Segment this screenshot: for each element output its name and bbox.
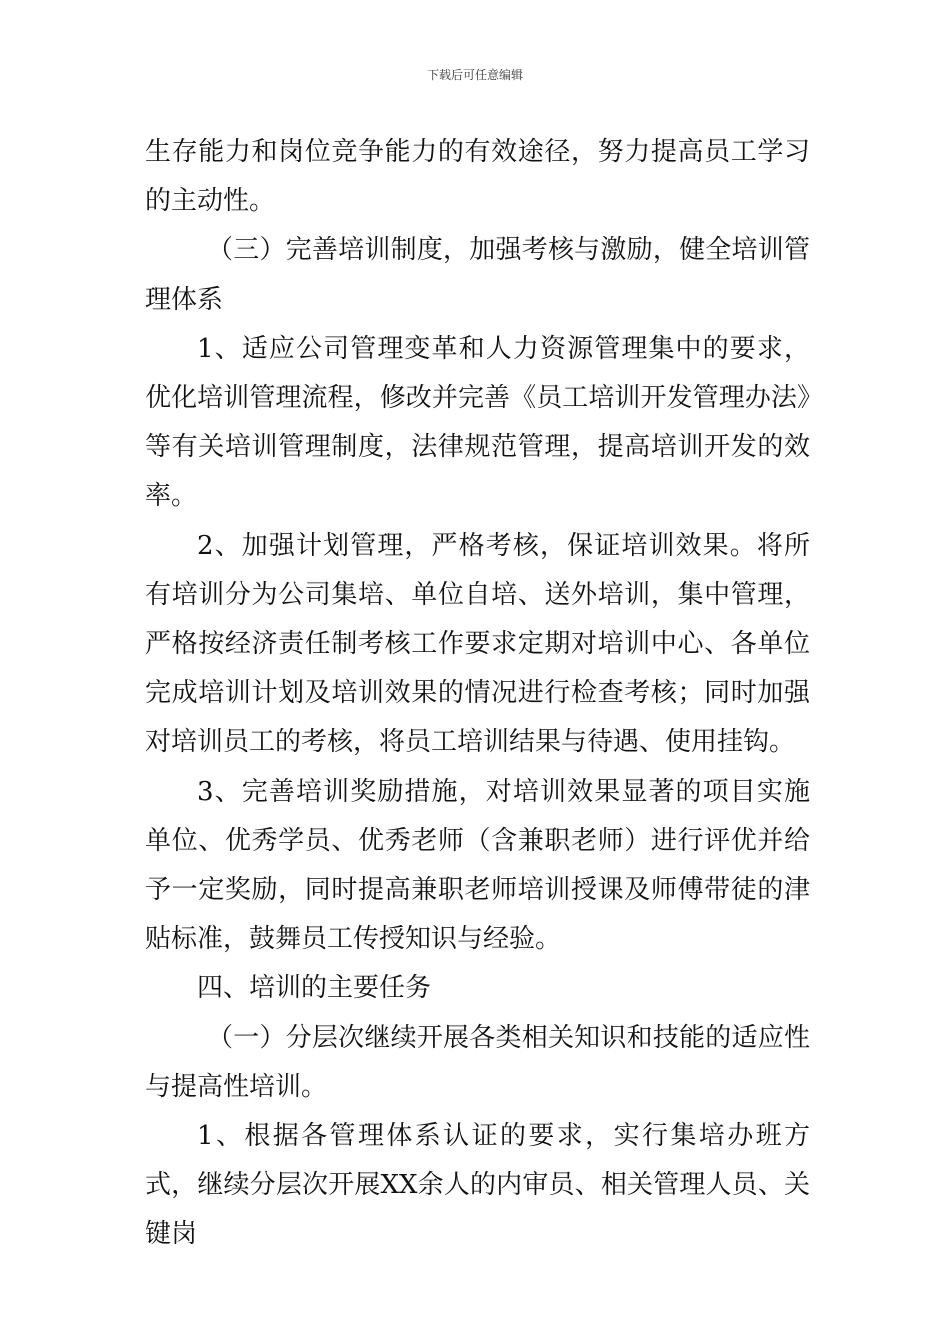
document-body	[145, 128, 810, 1260]
paragraph-continuation: 生存能力和岗位竞争能力的有效途径，努力提高员工学习的主动性。	[145, 137, 810, 217]
paragraph-item-1: 1、适应公司管理变革和人力资源管理集中的要求，优化培训管理流程，修改并完善《员工培训开发管理办法》等有关培训管理制度，法律规范管理，提高培训开发的效率。	[145, 333, 810, 512]
paragraph-item-3: 3、完善培训奖励措施，对培训效果显著的项目实施单位、优秀学员、优秀老师（含兼职老师）进行评优并给予一定奖励，同时提高兼职老师培训授课及师傅带徒的津贴标准，鼓舞员工传授知识与经验。	[145, 776, 810, 955]
section-heading-3: （三）完善培训制度，加强考核与激励，健全培训管理体系	[145, 235, 810, 315]
paragraph-task-1: 1、根据各管理体系认证的要求，实行集培办班方式，继续分层次开展XX余人的内审员、相关管理人员、关键岗	[145, 1121, 810, 1250]
section-heading-1: （一）分层次继续开展各类相关知识和技能的适应性与提高性培训。	[145, 1022, 810, 1102]
chapter-heading-4: 四、培训的主要任务	[197, 973, 432, 1004]
paragraph-item-2: 2、加强计划管理，严格考核，保证培训效果。将所有培训分为公司集培、单位自培、送外培训，集中管理，严格按经济责任制考核工作要求定期对培训中心、各单位完成培训计划及培训效果的情况进行检查考核；同时加强对培训员工的考核，将员工培训结果与待遇、使用挂钩。	[145, 530, 810, 758]
page-header: 下载后可任意编辑	[426, 68, 523, 82]
